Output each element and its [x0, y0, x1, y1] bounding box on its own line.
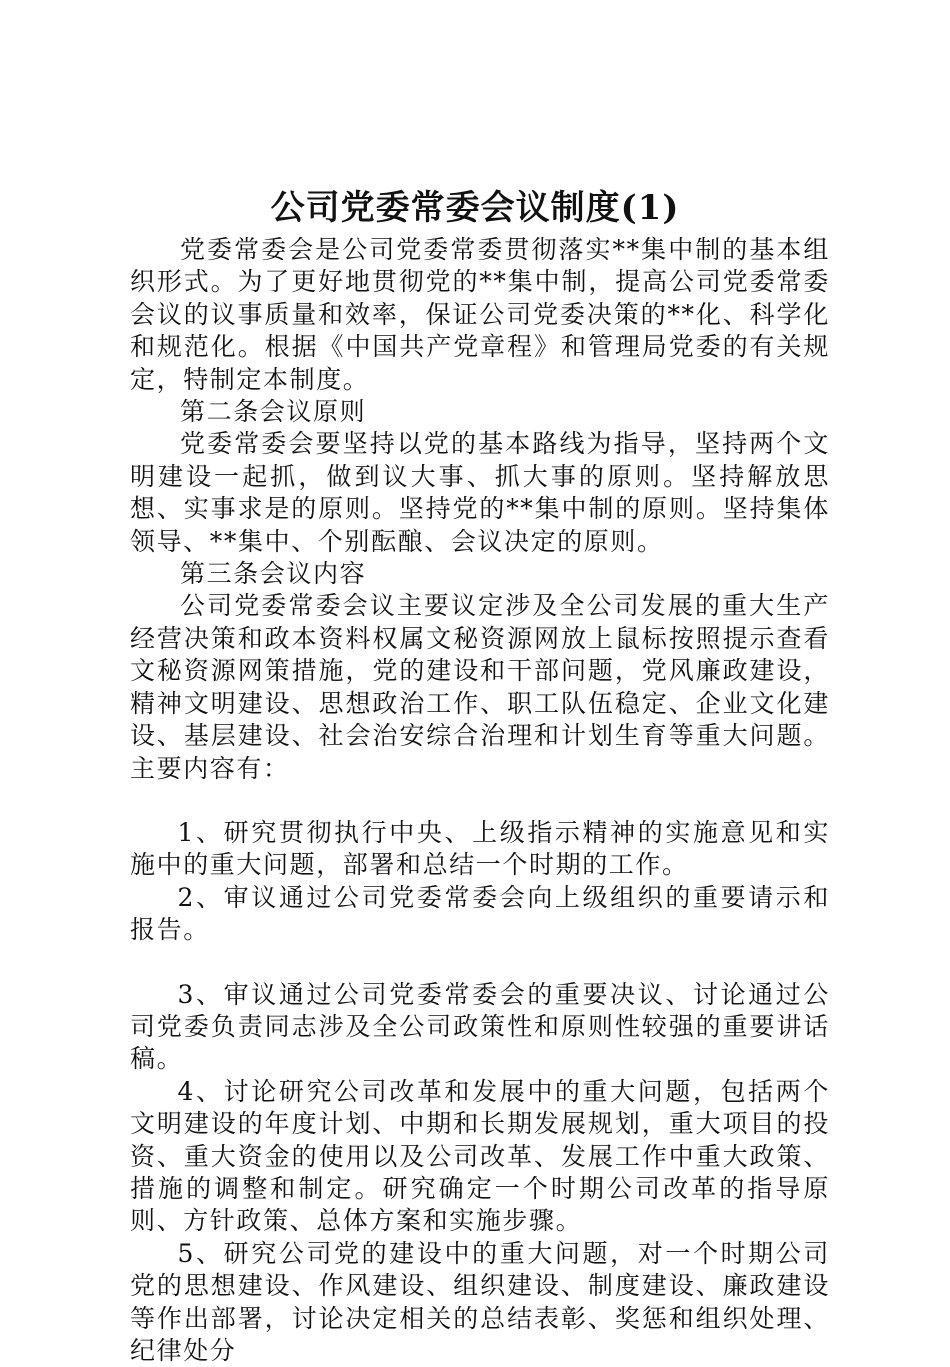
- list-item-3: 3、审议通过公司党委常委会的重要决议、讨论通过公司党委负责同志涉及全公司政策性和原则性较强的重要讲话稿。: [130, 979, 830, 1074]
- list-item-1: 1、研究贯彻执行中央、上级指示精神的实施意见和实施中的重大问题，部署和总结一个时期的工作。: [130, 817, 830, 880]
- blank-line: [130, 785, 830, 817]
- list-item-2: 2、审议通过公司党委常委会向上级组织的重要请示和报告。: [130, 882, 830, 945]
- article-3-heading: 第三条会议内容: [180, 559, 367, 589]
- document-body: [130, 234, 830, 1367]
- list-item-5: 5、研究公司党的建设中的重大问题，对一个时期公司党的思想建设、作风建设、组织建设、制度建设、廉政建设等作出部署，讨论决定相关的总结表彰、奖惩和组织处理、纪律处分: [130, 1238, 830, 1365]
- article-3-paragraph: 公司党委常委会议主要议定涉及全公司发展的重大生产经营决策和政本资料权属文秘资源网放上鼠标按照提示查看文秘资源网策措施，党的建设和干部问题，党风廉政建设，精神文明建设、思想政治工作、职工队伍稳定、企业文化建设、基层建设、社会治安综合治理和计划生育等重大问题。主要内容有：: [130, 591, 830, 783]
- document-title: 公司党委常委会议制度(1): [270, 188, 680, 228]
- article-2-heading: 第二条会议原则: [180, 397, 367, 427]
- list-item-4: 4、讨论研究公司改革和发展中的重大问题，包括两个文明建设的年度计划、中期和长期发展规划，重大项目的投资、重大资金的使用以及公司改革、发展工作中重大政策、措施的调整和制定。研究确定一个时期公司改革的指导原则、方针政策、总体方案和实施步骤。: [130, 1076, 830, 1236]
- intro-paragraph: 党委常委会是公司党委常委贯彻落实**集中制的基本组织形式。为了更好地贯彻党的**集中制，提高公司党委常委会议的议事质量和效率，保证公司党委决策的**化、科学化和规范化。根据《中国共产党章程》和管理局党委的有关规定，特制定本制度。: [130, 235, 830, 394]
- article-2-paragraph: 党委常委会要坚持以党的基本路线为指导，坚持两个文明建设一起抓，做到议大事、抓大事的原则。坚持解放思想、实事求是的原则。坚持党的**集中制的原则。坚持集体领导、**集中、个别酝酿、会议决定的原则。: [130, 429, 830, 556]
- blank-line: [130, 947, 830, 979]
